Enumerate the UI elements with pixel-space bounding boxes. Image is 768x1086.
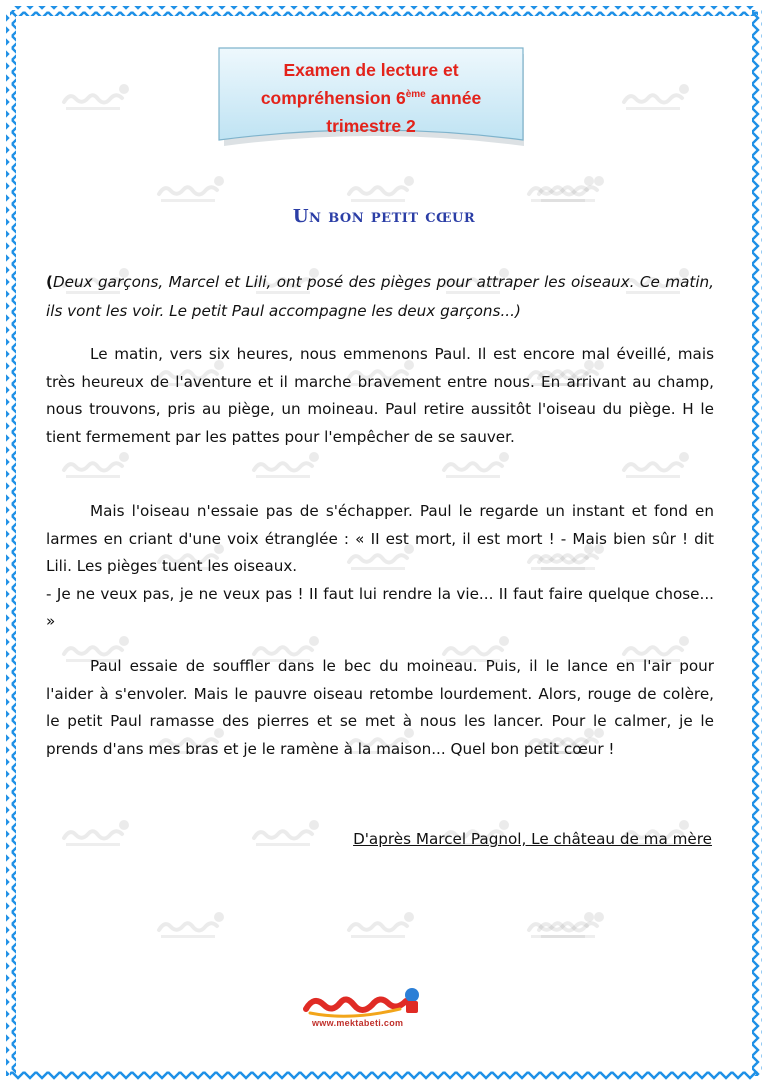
watermark-logo-icon (60, 816, 132, 850)
story-paragraph: Mais l'oiseau n'essaie pas de s'échapper. Paul le regarde un instant et fond en larmes en criant d'une voix étranglée : « II est mort, il est mort ! - Mais bien sûr ! dit Lili. Les pièges tuent les oiseaux. - Je ne veux pas, je ne veux pas ! II faut lui rendre la vie... II faut faire quelque chose... » (46, 502, 714, 630)
heading-line-3: trimestre 2 (326, 116, 416, 136)
watermark-logo-icon (60, 80, 132, 114)
watermark-logo-icon (525, 908, 597, 942)
source-citation: D'après Marcel Pagnol, Le château de ma mère (353, 830, 712, 848)
intro-text: Deux garçons, Marcel et Lili, ont posé des pièges pour attraper les oiseaux. Ce matin, ils vont les voir. Le petit Paul accompagne les deux garçons...) (46, 273, 714, 320)
watermark-logo-icon (250, 448, 322, 482)
intro-open-paren: ( (46, 273, 53, 291)
heading-line-2: compréhension 6ème année (260, 88, 482, 108)
dialogue-line: - Je ne veux pas, je ne veux pas ! II faut lui rendre la vie... II faut faire quelque chose... » (46, 584, 714, 630)
watermark-logo-icon (345, 172, 417, 206)
watermark-logo-icon (250, 816, 322, 850)
watermark-logo-icon (60, 448, 132, 482)
story-paragraph: Paul essaie de souffler dans le bec du moineau. Puis, il le lance en l'air pour l'aider à s'envoler. Mais le pauvre oiseau retombe lourdement. Alors, rouge de colère, le petit Paul ramasse des pierres et se met à nous les lancer. Pour le calmer, je le prends d'ans mes bras et je le ramène à la maison... Quel bon petit cœur ! (46, 657, 714, 758)
watermark-logo-icon (345, 908, 417, 942)
watermark-logo-icon (155, 172, 227, 206)
intro-paragraph (46, 268, 714, 326)
watermark-logo-icon (620, 448, 692, 482)
story-paragraph: Le matin, vers six heures, nous emmenons Paul. Il est encore mal éveillé, mais très heureux de l'aventure et il marche bravement entre nous. En arrivant au champ, nous trouvons, pris au piège, un moineau. Paul retire aussitôt l'oiseau du piège. H le tient fermement par les pattes pour l'empêcher de se sauver. (46, 345, 714, 446)
exam-heading (213, 56, 529, 140)
watermark-logo-icon (155, 908, 227, 942)
watermark-logo-icon (620, 80, 692, 114)
grade-suffix: ème (405, 89, 426, 101)
logo-url: www.mektabeti.com (312, 1018, 404, 1028)
header-banner (213, 42, 529, 152)
watermark-logo-icon (525, 172, 597, 206)
heading-line-1: Examen de lecture et (283, 60, 459, 80)
watermark-logo-icon (440, 448, 512, 482)
site-logo (300, 985, 460, 1035)
logo-mark (300, 985, 428, 1019)
text-title: Un bon petit cœur (292, 206, 476, 227)
